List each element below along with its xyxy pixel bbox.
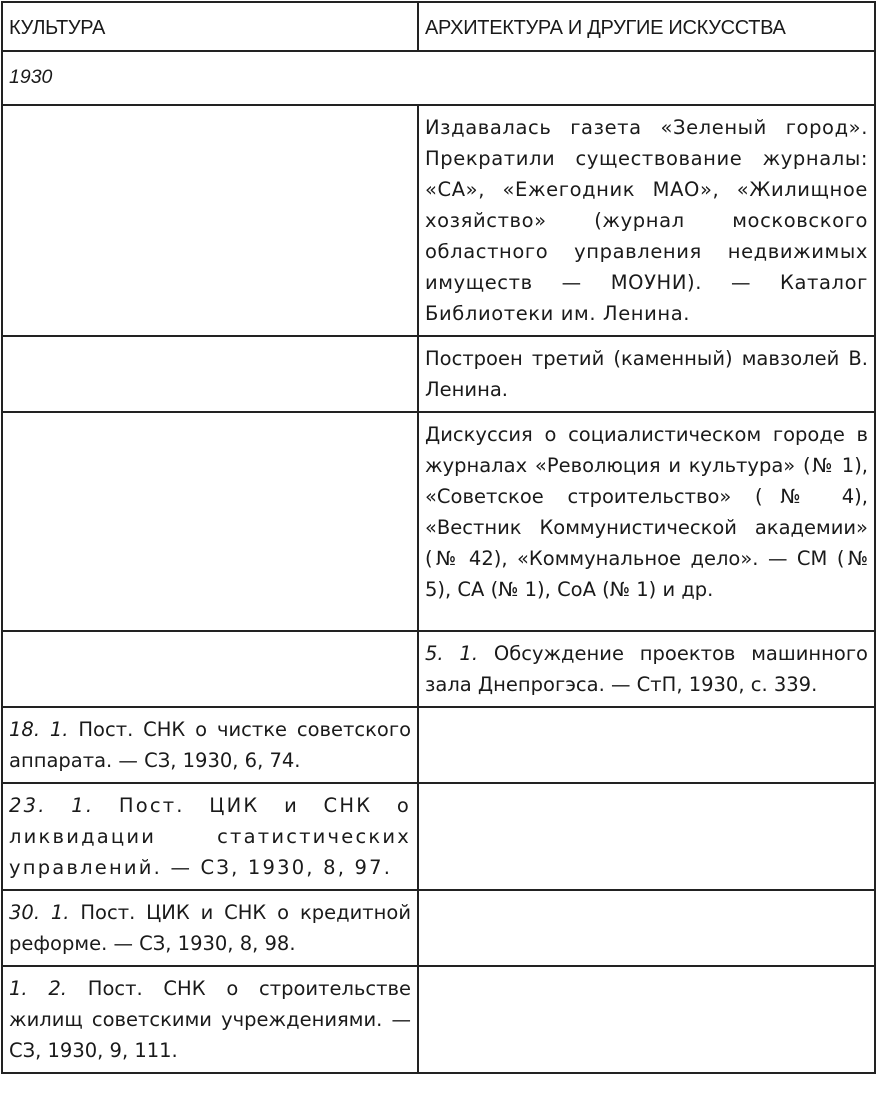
entry-date: 5. 1. — [425, 642, 479, 665]
culture-cell-empty — [2, 631, 418, 707]
entry-text: Построен третий (каменный) мавзолей В. Ленина. — [425, 347, 868, 401]
table-row — [2, 105, 875, 336]
table-row — [2, 966, 875, 1073]
entry-date: 1. 2. — [9, 977, 67, 1000]
architecture-cell-empty — [418, 890, 875, 966]
table-row — [2, 631, 875, 707]
entry-text: Издавалась газета «Зеленый город». Прекратили существование журналы: «СА», «Ежегодник МАО», «Жилищное хозяйство» (журнал московского областного управления недвижимых имуществ — МОУНИ). — Каталог Библиотеки им. Ленина. — [425, 116, 868, 325]
column-header-architecture: АРХИТЕКТУРА И ДРУГИЕ ИСКУССТВА — [418, 2, 875, 51]
entry-text: Пост. СНК о строительстве жилищ советскими учреждениями. — СЗ, 1930, 9, 111. — [9, 977, 411, 1062]
culture-cell-empty — [2, 336, 418, 412]
architecture-cell-empty — [418, 966, 875, 1073]
architecture-cell — [418, 412, 875, 631]
chronicle-table — [1, 1, 876, 1074]
entry-date: 18. 1. — [9, 718, 69, 741]
table-row — [2, 707, 875, 783]
entry-date: 23. 1. — [9, 794, 95, 817]
architecture-cell — [418, 105, 875, 336]
table-row — [2, 783, 875, 890]
culture-cell — [2, 890, 418, 966]
header-row — [2, 2, 875, 51]
entry-text: Пост. ЦИК и СНК о кредитной реформе. — СЗ, 1930, 8, 98. — [9, 901, 411, 955]
architecture-cell-empty — [418, 707, 875, 783]
culture-cell — [2, 966, 418, 1073]
table-row — [2, 412, 875, 631]
architecture-cell-empty — [418, 783, 875, 890]
culture-cell — [2, 783, 418, 890]
table-row — [2, 336, 875, 412]
culture-cell-empty — [2, 105, 418, 336]
column-header-culture: КУЛЬТУРА — [2, 2, 418, 51]
architecture-cell — [418, 631, 875, 707]
entry-text: Обсуждение проектов машинного зала Днепрогэса. — СтП, 1930, с. 339. — [425, 642, 868, 696]
year-label: 1930 — [2, 51, 875, 105]
year-row — [2, 51, 875, 105]
entry-text: Пост. ЦИК и СНК о ликвидации статистических управлений. — СЗ, 1930, 8, 97. — [9, 794, 411, 879]
table-row — [2, 890, 875, 966]
entry-date: 30. 1. — [9, 901, 70, 924]
architecture-cell — [418, 336, 875, 412]
culture-cell-empty — [2, 412, 418, 631]
culture-cell — [2, 707, 418, 783]
entry-text: Пост. СНК о чистке советского аппарата. — СЗ, 1930, 6, 74. — [9, 718, 411, 772]
entry-text: Дискуссия о социалистическом городе в журналах «Революция и культура» (№ 1), «Советское строительство» (№ 4), «Вестник Коммунистической академии» (№ 42), «Коммунальное дело». — СМ (№ 5), СА (№ 1), СоА (№ 1) и др. — [425, 423, 868, 601]
